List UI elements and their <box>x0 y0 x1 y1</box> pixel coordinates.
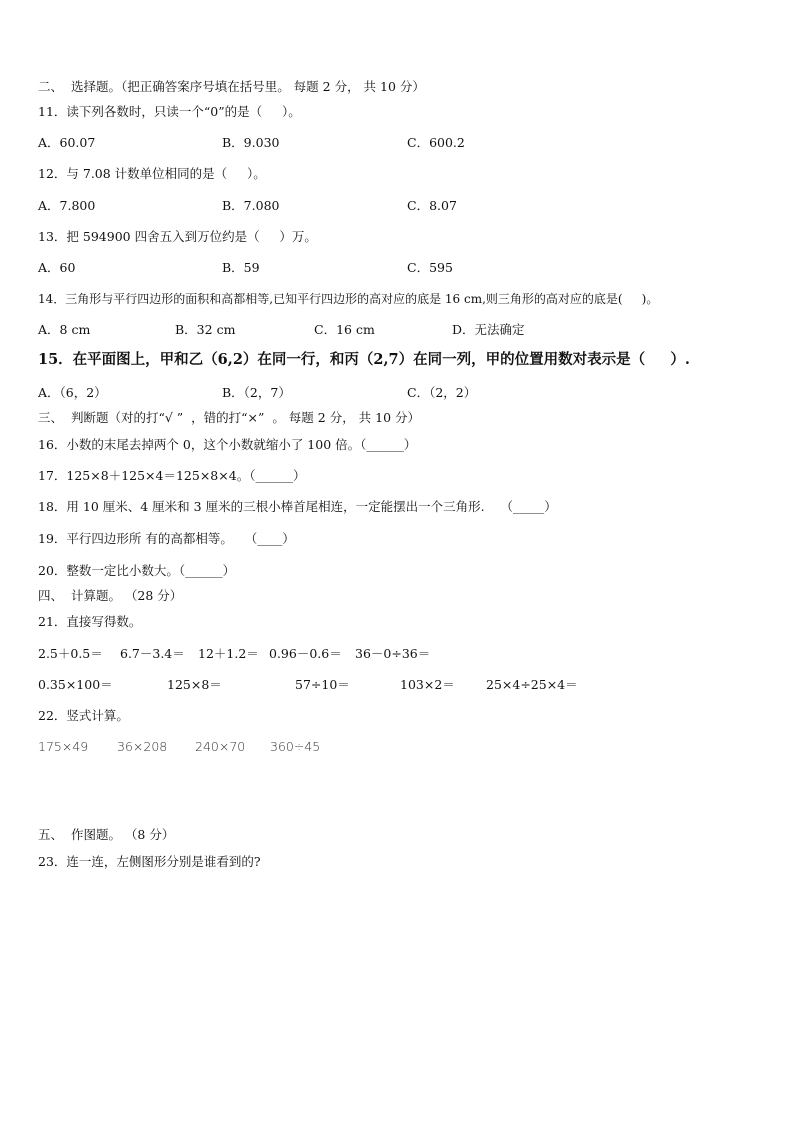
q14-option-a: A．8 cm <box>38 322 91 337</box>
vertical-calc-item: 240×70 <box>195 739 246 754</box>
q13-option-a: A．60 <box>38 260 76 275</box>
question-11: 11．读下列各数时，只读一个“0”的是（ ）。 <box>38 104 301 119</box>
question-23: 23．连一连，左侧图形分别是谁看到的? <box>38 854 261 869</box>
question-15: 15．在平面图上，甲和乙（6,2）在同一行，和丙（2,7）在同一列，甲的位置用数对表示是（ ）. <box>38 351 690 368</box>
vertical-calc-item: 175×49 <box>38 739 89 754</box>
section-5-header: 五、 作图题。 （8 分） <box>38 827 175 842</box>
section-3-header: 三、 判断题（对的打“√ ” ，错的打“×” 。 每题 2 分， 共 10 分） <box>38 410 421 425</box>
question-14: 14．三角形与平行四边形的面积和高都相等,已知平行四边形的高对应的底是 16 cm,则三角形的高对应的底是( )。 <box>38 292 659 306</box>
calc-item: 0.96－0.6＝ <box>269 646 342 661</box>
calc-item: 57÷10＝ <box>295 677 350 692</box>
question-18: 18．用 10 厘米、4 厘米和 3 厘米的三根小棒首尾相连，一定能摆出一个三角形. （_____） <box>38 499 557 514</box>
q14-option-c: C．16 cm <box>314 322 375 337</box>
question-16: 16．小数的末尾去掉两个 0，这个小数就缩小了 100 倍。（______） <box>38 437 417 452</box>
question-20: 20．整数一定比小数大。（______） <box>38 563 236 578</box>
section-4-header: 四、 计算题。 （28 分） <box>38 588 183 603</box>
q13-option-b: B．59 <box>222 260 260 275</box>
q14-option-b: B．32 cm <box>175 322 236 337</box>
q15-option-a: A．（6，2） <box>38 385 107 400</box>
calc-item: 36－0÷36＝ <box>355 646 431 661</box>
q15-option-c: C．（2，2） <box>407 385 477 400</box>
q11-option-b: B．9.030 <box>222 135 280 150</box>
q11-option-c: C．600.2 <box>407 135 465 150</box>
calc-item: 0.35×100＝ <box>38 677 113 692</box>
calc-item: 12＋1.2＝ <box>198 646 259 661</box>
q12-option-a: A．7.800 <box>38 198 96 213</box>
section-2-header: 二、 选择题。（把正确答案序号填在括号里。 每题 2 分， 共 10 分） <box>38 79 425 94</box>
calc-item: 103×2＝ <box>400 677 455 692</box>
question-22: 22．竖式计算。 <box>38 708 129 723</box>
vertical-calc-item: 360÷45 <box>270 739 321 754</box>
question-13: 13．把 594900 四舍五入到万位约是（ ）万。 <box>38 229 317 244</box>
q14-option-d: D．无法确定 <box>452 322 525 337</box>
vertical-calc-item: 36×208 <box>117 739 168 754</box>
q11-option-a: A．60.07 <box>38 135 96 150</box>
q13-option-c: C．595 <box>407 260 453 275</box>
question-21: 21．直接写得数。 <box>38 614 142 629</box>
calc-item: 6.7－3.4＝ <box>120 646 185 661</box>
question-12: 12．与 7.08 计数单位相同的是（ ）。 <box>38 166 266 181</box>
question-19: 19．平行四边形所 有的高都相等。 （____） <box>38 531 295 546</box>
q15-option-b: B．（2，7） <box>222 385 291 400</box>
calc-item: 2.5＋0.5＝ <box>38 646 103 661</box>
calc-item: 25×4÷25×4＝ <box>486 677 578 692</box>
q12-option-b: B．7.080 <box>222 198 280 213</box>
question-17: 17．125×8＋125×4＝125×8×4。（______） <box>38 468 306 483</box>
calc-item: 125×8＝ <box>167 677 222 692</box>
q12-option-c: C．8.07 <box>407 198 457 213</box>
